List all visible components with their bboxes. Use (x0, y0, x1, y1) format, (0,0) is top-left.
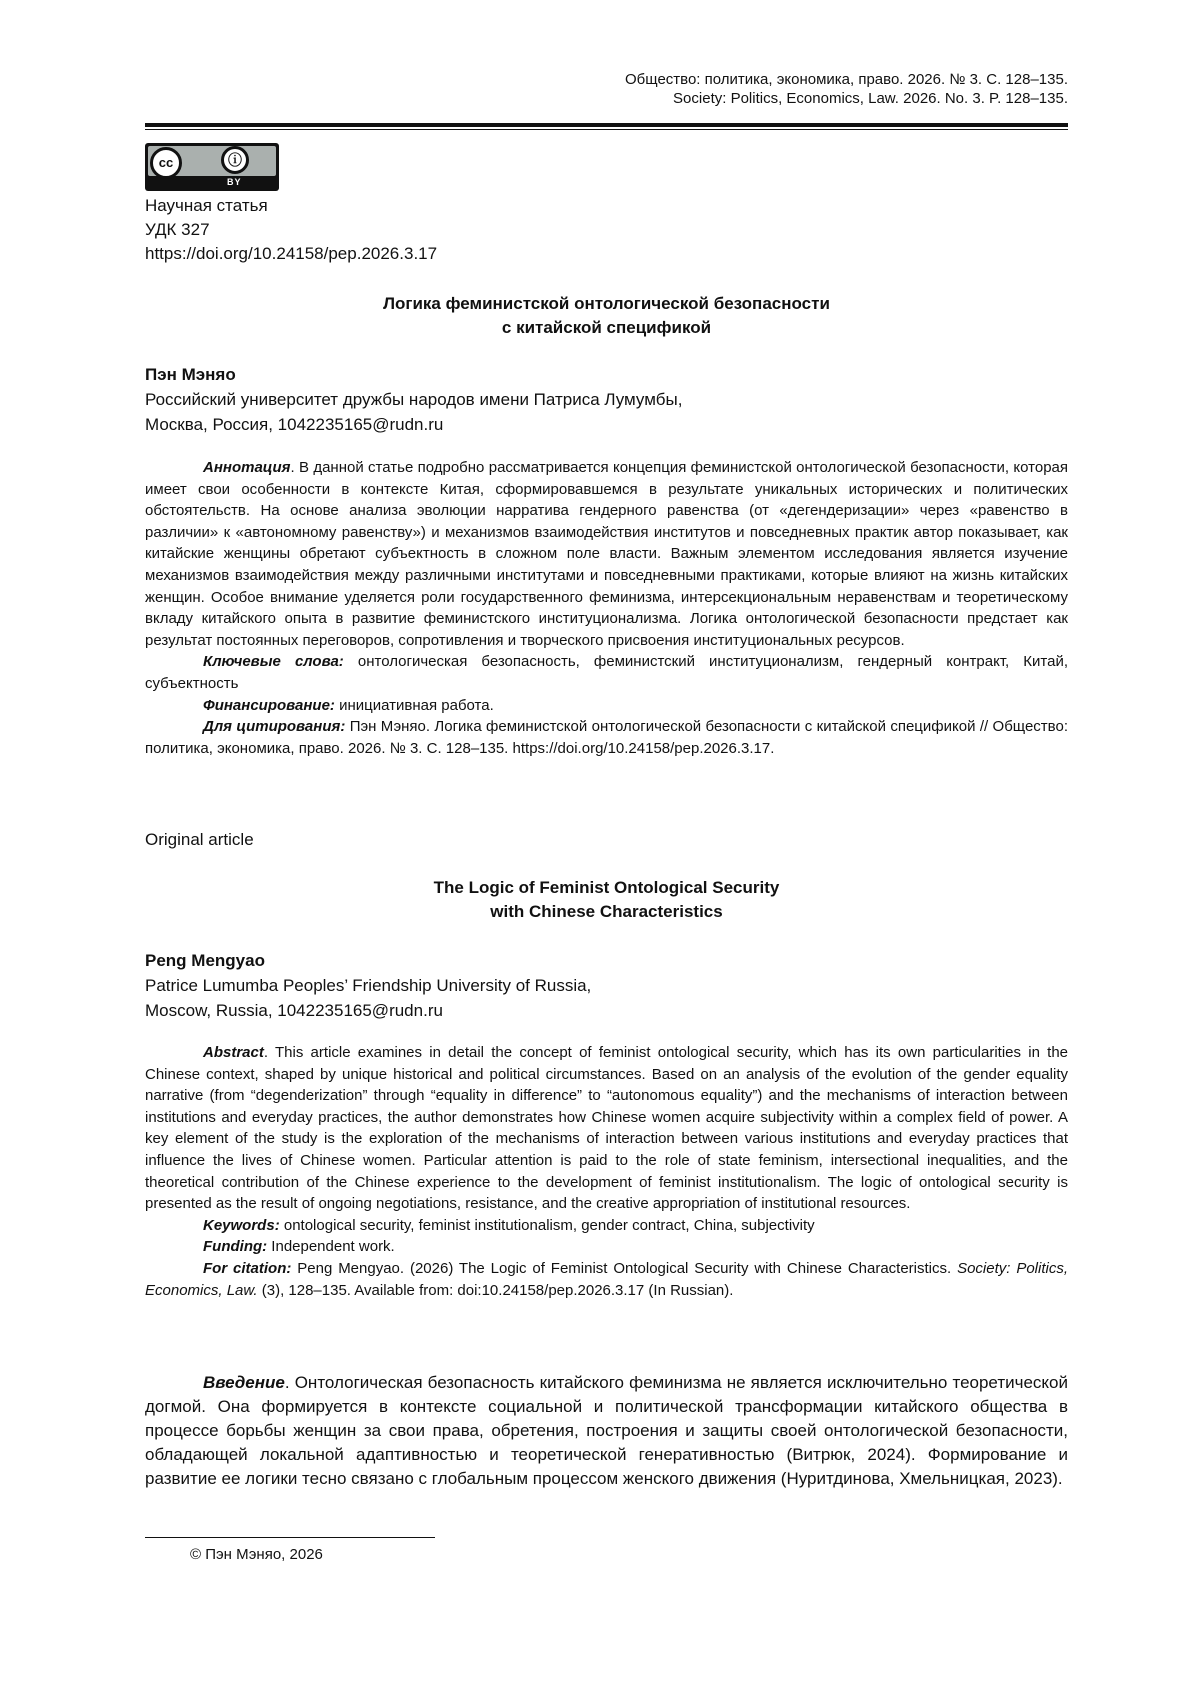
article-type-ru: Научная статья (145, 196, 268, 215)
abstract-block-en (145, 1042, 1068, 1301)
copyright-footnote: © Пэн Мэняо, 2026 (190, 1546, 323, 1563)
affiliation-ru-2: Москва, Россия, 1042235165@rudn.ru (145, 415, 444, 434)
abstract-block-ru (145, 457, 1068, 759)
header-rule-thin (145, 129, 1068, 130)
article-type-en: Original article (145, 830, 254, 849)
journal-header (625, 70, 1068, 108)
footnote-rule (145, 1537, 435, 1538)
affiliation-en-1: Patrice Lumumba Peoples’ Friendship University of Russia, (145, 976, 592, 995)
affiliation-en-2: Moscow, Russia, 1042235165@rudn.ru (145, 1001, 443, 1020)
intro-label: Введение (203, 1373, 285, 1392)
journal-citation-en: Society: Politics, Economics, Law. 2026. No. 3. P. 128–135. (673, 90, 1068, 107)
abstract-en: Abstract. This article examines in detail the concept of feminist ontological security, which has its own particularities in the Chinese context, shaped by unique historical and political circumstances. Based on an analysis of the evolution of the gender equality narrative (from “degenderization” through “equality in difference” to “autonomous equality”) and the mechanisms of interaction between institutions and everyday practices, the author demonstrates how Chinese women acquire subjectivity within a complex field of power. A key element of the study is the exploration of the mechanisms of interaction between various institutions and everyday practices that influence the lives of Chinese women. Particular attention is paid to the role of state feminism, intersectional inequalities, and the theoretical contribution of the Chinese experience to the development of feminist institutionalism. The logic of ontological security is presented as the result of ongoing negotiations, resistance, and the creative appropriation of institutional resources. (145, 1044, 1068, 1213)
citation-journal: Society: Politics, Economics, Law. (145, 1259, 1068, 1299)
keywords-ru: Ключевые слова: онтологическая безопасность, феминистский институционализм, гендерный контракт, Китай, субъектность (145, 653, 1068, 692)
funding-en: Funding: Independent work. (203, 1238, 395, 1256)
title-en: The Logic of Feminist Ontological Security with Chinese Characteristics (433, 878, 780, 921)
intro-text: . Онтологическая безопасность китайского феминизма не является исключительно теоретической догмой. Она формируется в контексте социальной и политической трансформации китайского общества в процессе борьбы женщин за свои права, обретения, построения и защиты своей онтологической безопасности, обладающей локальной адаптивностью и теоретической генеративностью (Витрюк, 2024). Формирование и развитие ее логики тесно связано с глобальным процессом женского движения (Нуритдинова, Хмельницкая, 2023). (145, 1373, 1068, 1488)
journal-citation-ru: Общество: политика, экономика, право. 2026. № 3. С. 128–135. (625, 71, 1068, 88)
funding-ru: Финансирование: инициативная работа. (203, 696, 494, 714)
author-block-ru (145, 362, 682, 437)
header-rule (145, 123, 1068, 127)
introduction (145, 1371, 1068, 1491)
creative-commons-by-icon (145, 143, 279, 191)
cc-icon: cc (150, 147, 182, 179)
affiliation-ru-1: Российский университет дружбы народов имени Патриса Лумумбы, (145, 390, 683, 409)
citation-en: For citation: Peng Mengyao. (2026) The Logic of Feminist Ontological Security with Chinese Characteristics. Society: Politics, Economics, Law. (3), 128–135. Available from: doi:10.24158/pep.2026.3.17 (In Russian). (145, 1259, 1068, 1299)
udc-code: УДК 327 (145, 220, 210, 239)
keywords-en: Keywords: ontological security, feminist institutionalism, gender contract, China, subjectivity (203, 1216, 815, 1234)
title-ru: Логика феминистской онтологической безопасности с китайской спецификой (383, 294, 830, 337)
author-name-en: Peng Mengyao (145, 951, 265, 970)
person-icon: ⓘ (221, 146, 249, 174)
by-label: BY (227, 177, 242, 187)
article-meta (145, 194, 437, 266)
author-name-ru: Пэн Мэняо (145, 365, 236, 384)
author-block-en (145, 948, 591, 1023)
doi-link[interactable]: https://doi.org/10.24158/pep.2026.3.17 (145, 244, 438, 263)
citation-ru: Для цитирования: Пэн Мэняо. Логика феминистской онтологической безопасности с китайской спецификой // Общество: политика, экономика, право. 2026. № 3. С. 128–135. https://doi.org/10.24158/pep.2026.3.17. (145, 718, 1068, 757)
abstract-ru: Аннотация. В данной статье подробно рассматривается концепция феминистской онтологической безопасности, которая имеет свои особенности в контексте Китая, сформировавшемся в результате уникальных исторических и политических обстоятельств. На основе анализа эволюции нарратива гендерного равенства (от «дегендеризации» через «равенство в различии» к «автономному равенству») и механизмов взаимодействия институтов и повседневных практик автор показывает, как китайские женщины обретают субъектность в сложном поле власти. Важным элементом исследования является изучение механизмов взаимодействия между различными институтами и повседневными практиками, которые влияют на жизнь китайских женщин. Особое внимание уделяется роли государственного феминизма, интерсекциональным неравенствам и теоретическому вкладу китайского опыта в развитие феминистского институционализма. Логика онтологической безопасности предстает как результат постоянных переговоров, сопротивления и творческого присвоения институциональных ресурсов. (145, 459, 1068, 649)
